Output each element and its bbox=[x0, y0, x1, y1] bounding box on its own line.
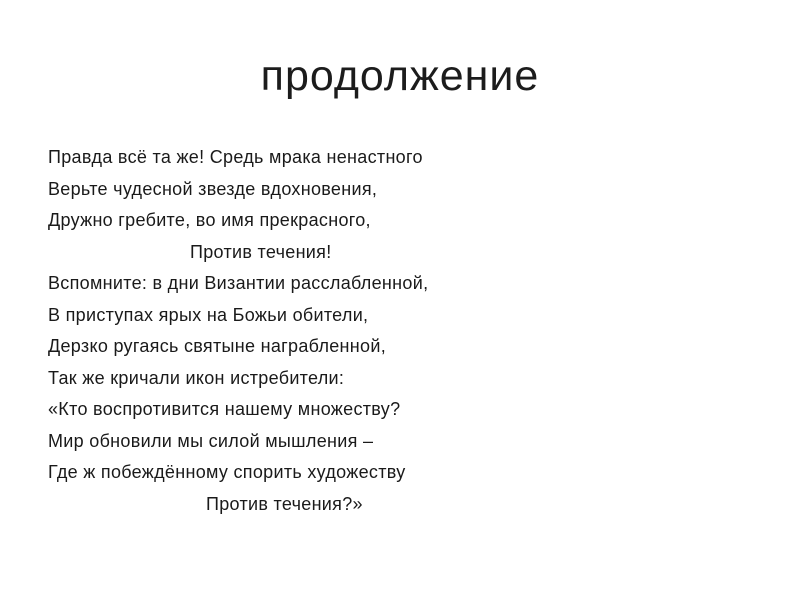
poem-line-refrain: Против течения! bbox=[190, 241, 332, 262]
poem-line: Где ж побеждённому спорить художеству bbox=[48, 462, 406, 482]
poem-line-refrain: Против течения?» bbox=[206, 493, 363, 514]
poem-line: «Кто воспротивится нашему множеству? bbox=[48, 399, 401, 419]
poem-line: В приступах ярых на Божьи обители, bbox=[48, 304, 369, 325]
poem-line: Вспомните: в дни Византии расслабленной, bbox=[48, 273, 429, 293]
slide-title: продолжение bbox=[260, 52, 540, 100]
poem-line: Правда всё та же! Средь мрака ненастного bbox=[48, 147, 423, 167]
poem-line: Мир обновили мы силой мышления – bbox=[48, 430, 374, 451]
poem-text bbox=[48, 142, 748, 520]
poem-line: Дерзко ругаясь святыне награбленной, bbox=[48, 336, 387, 356]
poem-line: Верьте чудесной звезде вдохновения, bbox=[48, 178, 378, 199]
poem-line: Дружно гребите, во имя прекрасного, bbox=[48, 210, 371, 230]
poem-line: Так же кричали икон истребители: bbox=[48, 367, 345, 388]
